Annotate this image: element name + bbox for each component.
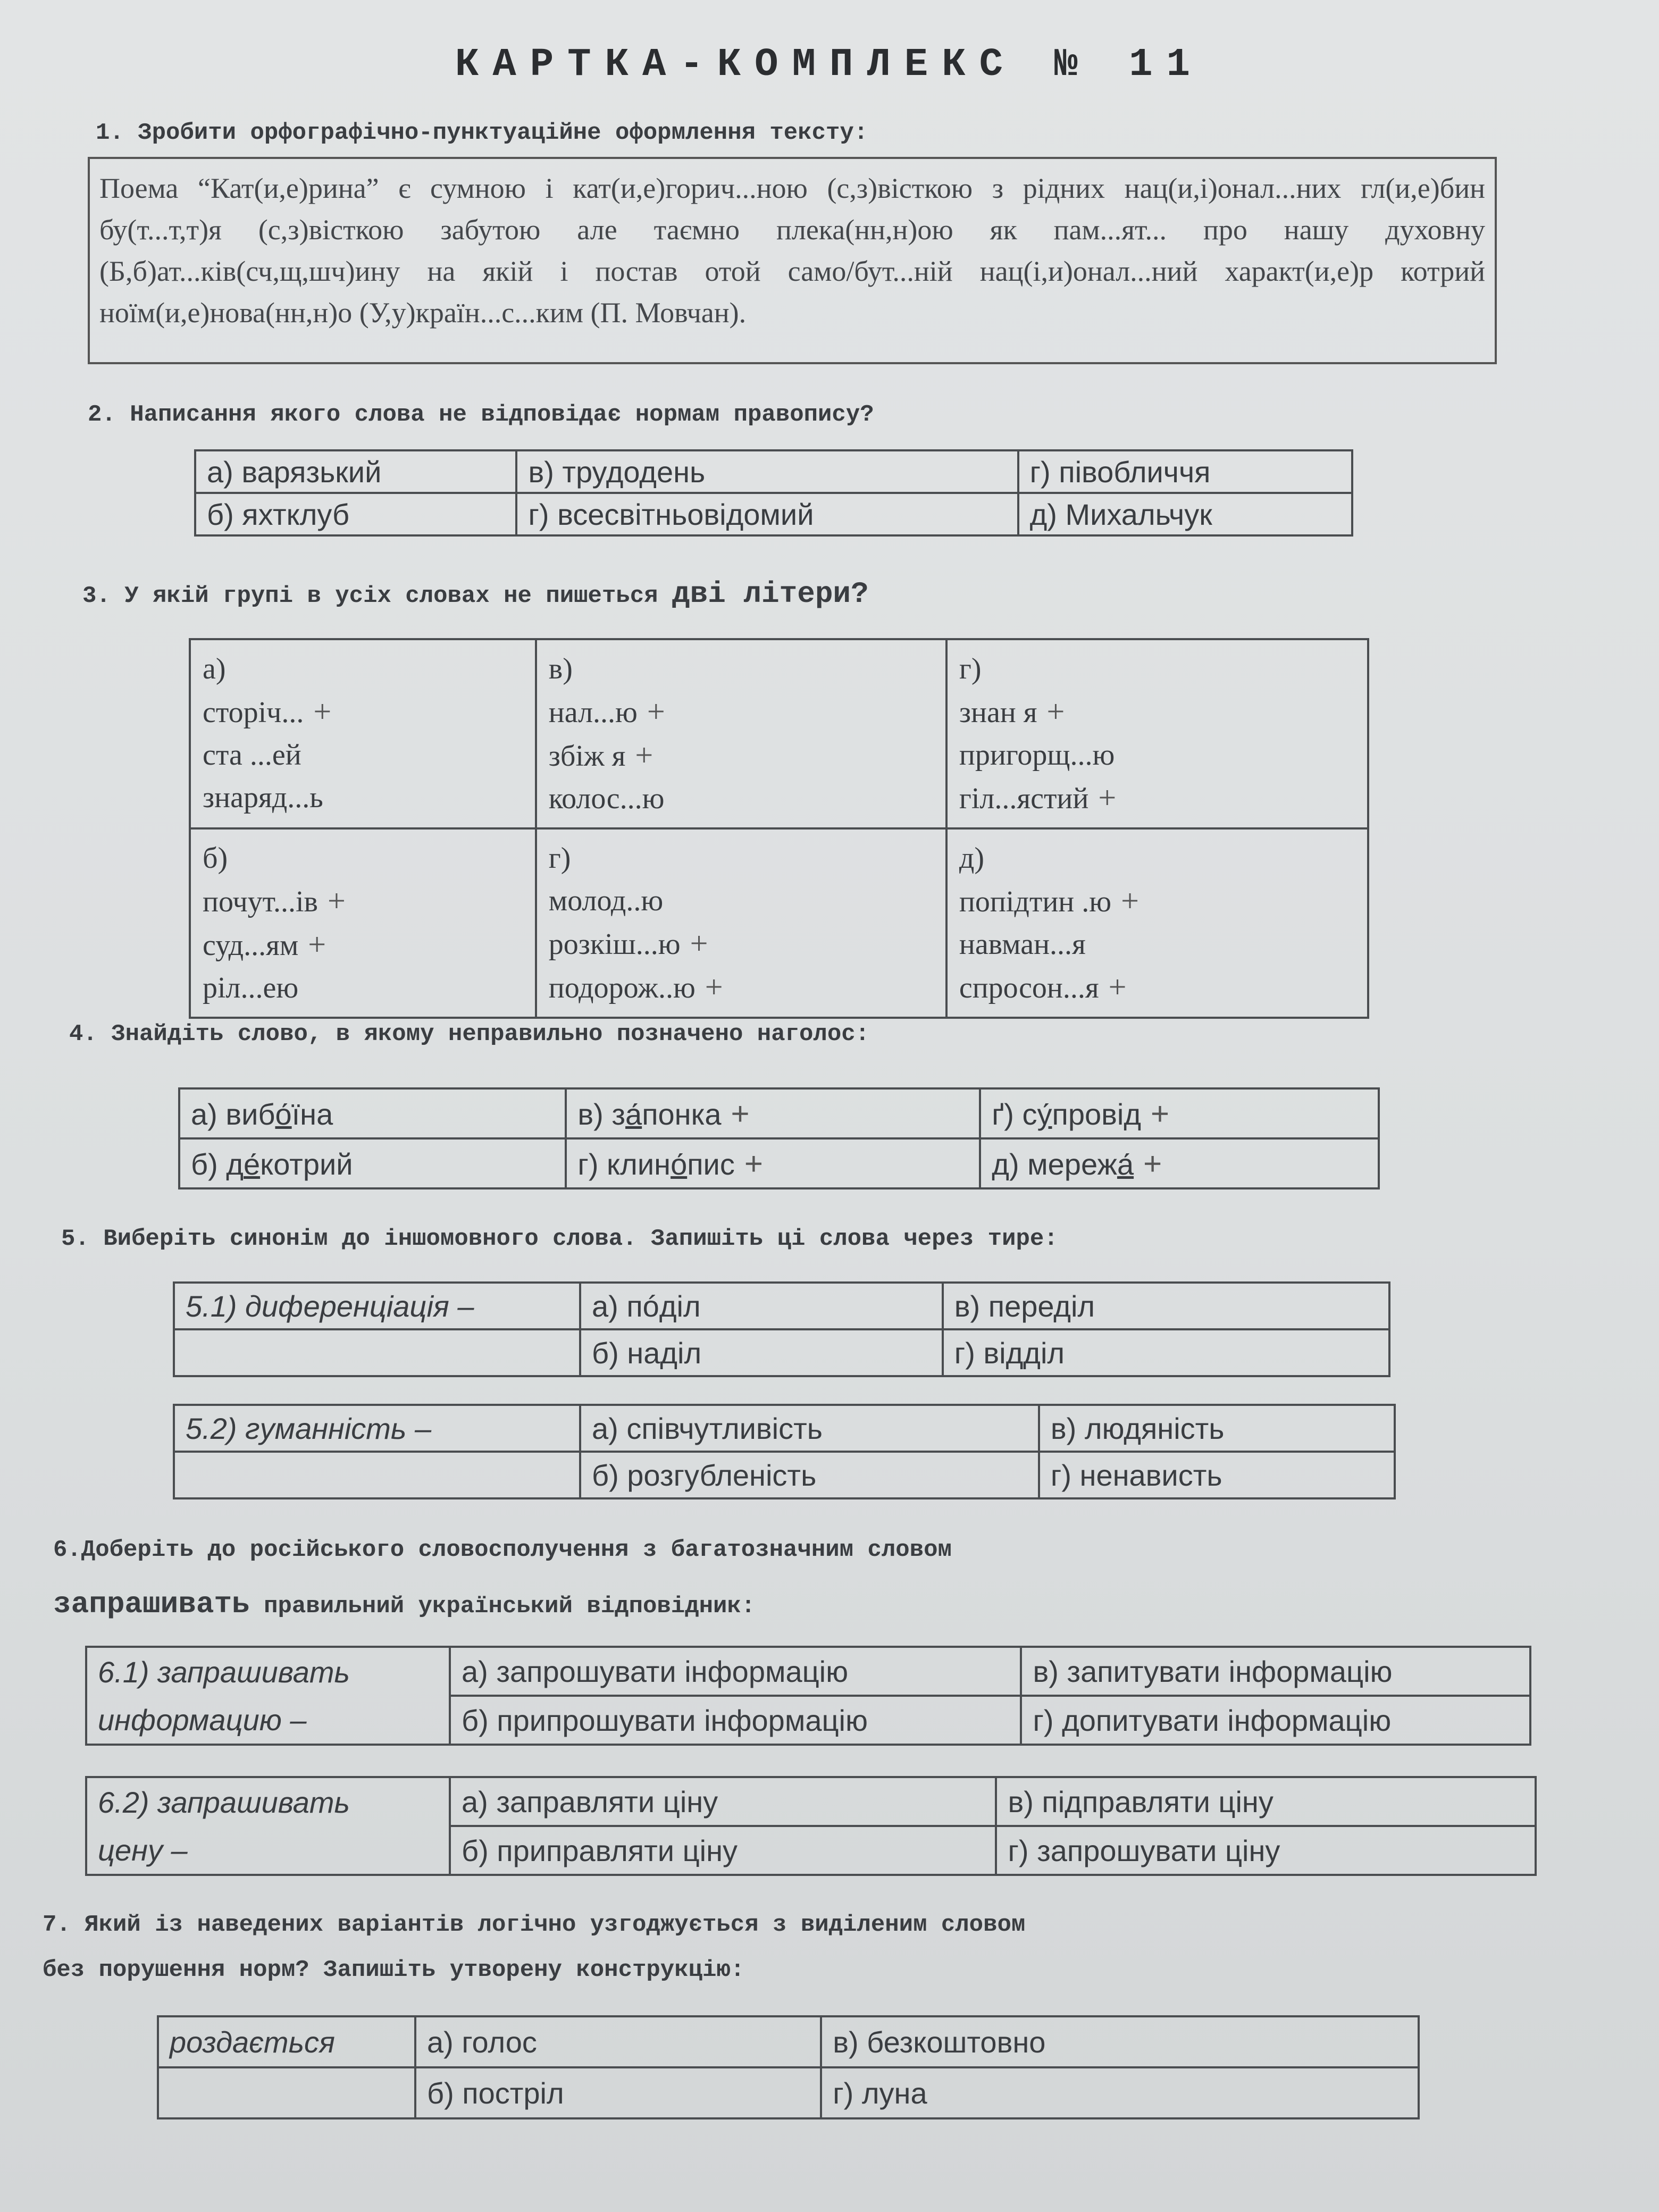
q5-1-label: 5.1) диференціація – [174,1283,580,1329]
plus-mark: + [705,969,723,1004]
q7-label: роздається [158,2016,415,2067]
plus-mark: + [690,926,708,961]
q2-option: г) всесвітньовідомий [516,493,1018,535]
q3-word: гіл...ястий + [959,780,1117,815]
question-6-line2: запрашивать правильний український відповідник: [53,1587,756,1621]
q5-2-table [173,1404,1396,1499]
question-3-emphasis: дві літери? [672,577,869,611]
q6-1-table [85,1646,1531,1746]
q3-word: сторіч... + [203,694,332,729]
q6-2-table [85,1776,1537,1876]
q3-word: збіж я + [548,738,653,773]
q7-option: в) безкоштовно [821,2016,1419,2067]
q4-option: б) де́котрий [179,1138,566,1188]
q3-cell-head: в) [548,652,573,685]
q4-option: д) мережа́ + [980,1138,1379,1188]
q3-cell-v [536,639,946,828]
q3-cell-d [946,828,1368,1018]
q2-table [194,449,1353,537]
q3-word: суд...ям + [203,927,326,962]
plus-mark: + [327,883,346,918]
question-4: 4. Знайдіть слово, в якому неправильно позначено наголос: [69,1021,870,1048]
q5-1-table [173,1281,1390,1377]
q6-option: а) запрошувати інформацію [450,1647,1021,1696]
q2-option: а) варязький [195,450,516,493]
q7-option: б) постріл [415,2067,821,2118]
question-7-line2: без порушення норм? Запишіть утворену конструкцію: [43,1957,745,1983]
q3-word: навман...я [959,928,1086,961]
q3-word: молод..ю [548,884,664,917]
q6-option: г) допитувати інформацію [1021,1696,1530,1745]
q5-option: а) пóділ [580,1283,943,1329]
question-6-line1: 6.Доберіть до російського словосполучення з багатозначним словом [53,1537,952,1563]
q3-word: колос...ю [548,782,665,815]
q5-option: б) розгубленість [580,1452,1039,1498]
q4-option: г) клино́пис + [566,1138,980,1188]
q5-1-blank [174,1329,580,1376]
q6-option: в) підправляти ціну [996,1777,1536,1826]
q5-2-blank [174,1452,580,1498]
q7-option: а) голос [415,2016,821,2067]
q6-1-label: информацию – [86,1696,450,1745]
q3-word: ріл...ею [203,971,299,1004]
q5-2-label: 5.2) гуманність – [174,1405,580,1452]
q1-passage-box [88,157,1497,364]
plus-mark: + [1046,694,1065,729]
q6-option: б) припрошувати інформацію [450,1696,1021,1745]
plus-mark: + [313,694,332,729]
q6-2-label: 6.2) запрашивать [86,1777,450,1826]
q3-word: подорож..ю + [548,969,723,1004]
q3-table [189,638,1369,1019]
q6-option: в) запитувати інформацію [1021,1647,1530,1696]
question-7-line1: 7. Який із наведених варіантів логічно узгоджується з виділеним словом [43,1912,1026,1938]
q6-option: а) заправляти ціну [450,1777,996,1826]
question-5: 5. Виберіть синонім до іншомовного слова. Запишіть ці слова через тире: [61,1226,1058,1252]
q3-cell-a [190,639,536,828]
q4-option: а) вибо́їна [179,1088,566,1138]
q3-word: нал...ю + [548,694,665,729]
q5-option: б) наділ [580,1329,943,1376]
q3-cell-head: г) [959,652,982,685]
q5-option: в) переділ [943,1283,1389,1329]
q3-cell-head: а) [203,652,226,685]
plus-mark: + [1108,969,1127,1004]
plus-mark: + [635,738,653,773]
q3-word: розкіш...ю + [548,926,708,961]
q6-1-label: 6.1) запрашивать [86,1647,450,1696]
question-6-word: запрашивать [53,1587,250,1621]
q3-word: пригорщ...ю [959,739,1115,772]
q3-word: попідтин .ю + [959,883,1139,918]
q3-word: ста ...ей [203,739,301,772]
q3-word: почут...ів + [203,883,346,918]
q7-option: г) луна [821,2067,1419,2118]
plus-mark: + [1151,1095,1170,1132]
q5-option: в) людяність [1039,1405,1395,1452]
q7-blank [158,2067,415,2118]
q3-cell-g [946,639,1368,828]
q4-table [178,1087,1380,1189]
plus-mark: + [731,1095,750,1132]
q6-2-label: цену – [86,1826,450,1875]
question-2: 2. Написання якого слова не відповідає нормам правопису? [88,401,874,428]
q7-table [157,2015,1420,2119]
q3-cell-head: д) [959,842,984,875]
plus-mark: + [1098,780,1117,815]
q3-cell-head: г) [548,842,571,875]
q3-word: знан я + [959,694,1065,729]
q1-passage: Поема “Кат(и,е)рина” є сумною і кат(и,е)горич...ною (с,з)вісткою з рідних нац(и,і)онал...них гл(и,е)бин бу(т...т,т)я (с,з)вісткою забутою але таємно плека(нн,н)ою як пам...ят... про нашу духовну (Б,б)ат...ків(сч,щ,шч)ину на якій і постав отой само/бут...ній нац(і,и)онал...ний характ(и,е)р котрий ноїм(и,е)нова(нн,н)о (У,у)країн...с...ким (П. Мовчан). [99,172,1485,329]
q6-option: г) запрошувати ціну [996,1826,1536,1875]
q2-option: г) півобличчя [1018,450,1352,493]
q3-word: спросон...я + [959,969,1127,1004]
q5-option: г) відділ [943,1329,1389,1376]
q3-cell-b [190,828,536,1018]
q2-option: в) трудодень [516,450,1018,493]
q3-cell-head: б) [203,842,228,875]
q6-option: б) приправляти ціну [450,1826,996,1875]
plus-mark: + [647,694,665,729]
q2-option: д) Михальчук [1018,493,1352,535]
q4-option: в) за́понка + [566,1088,980,1138]
plus-mark: + [1143,1145,1162,1182]
plus-mark: + [308,927,326,962]
question-1: 1. Зробити орфографічно-пунктуаційне оформлення тексту: [96,120,868,146]
page-title: КАРТКА-КОМПЛЕКС № 11 [455,43,1204,87]
question-3 [82,577,869,611]
q3-cell-g2 [536,828,946,1018]
q5-option: г) ненависть [1039,1452,1395,1498]
plus-mark: + [1121,883,1139,918]
q2-option: б) яхтклуб [195,493,516,535]
q3-word: знаряд...ь [203,781,323,814]
q5-option: а) співчутливість [580,1405,1039,1452]
plus-mark: + [744,1145,763,1182]
question-3-text: 3. У якій групі в усіх словах не пишеться [82,583,658,609]
q4-option: ґ) су́провід + [980,1088,1379,1138]
